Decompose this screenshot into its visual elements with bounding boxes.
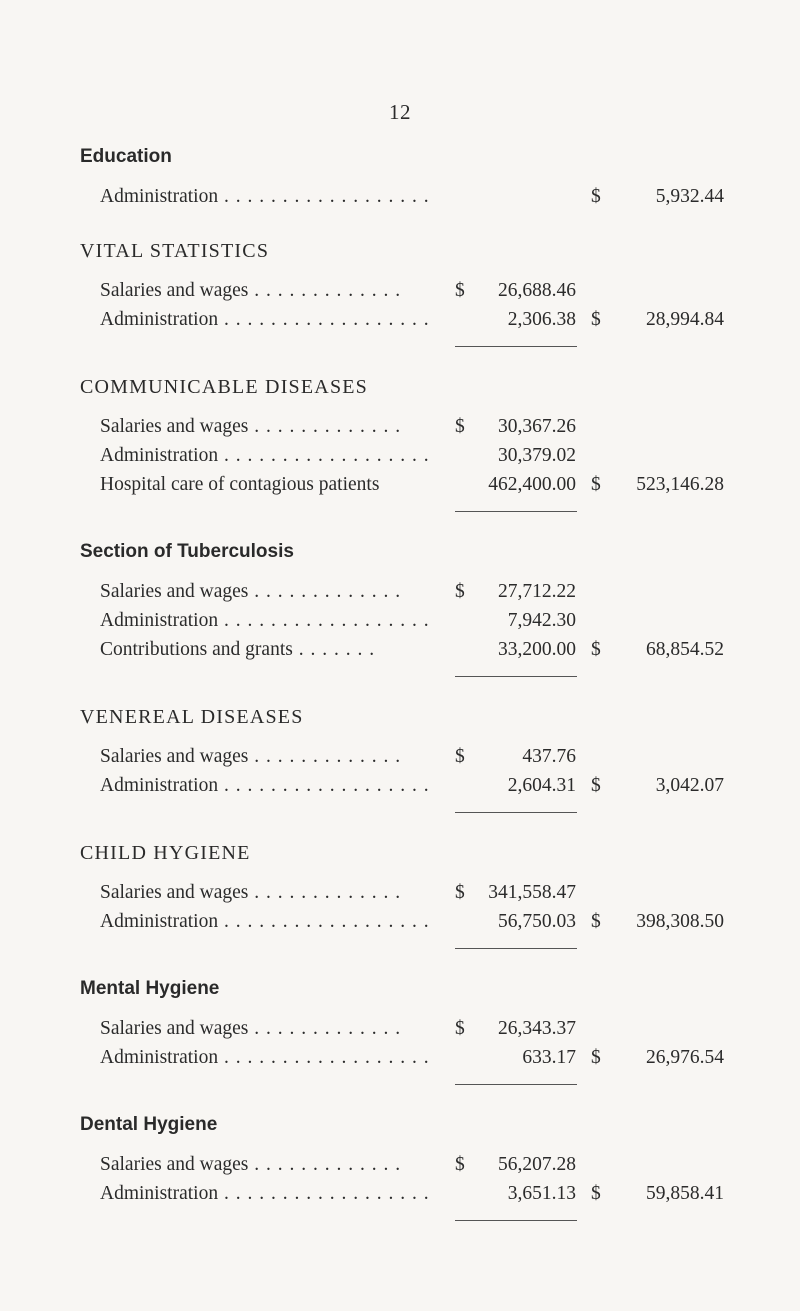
section-total: 26,976.54	[646, 1047, 724, 1068]
section-rows	[0, 1150, 800, 1208]
item-amount: 56,207.28	[498, 1154, 576, 1175]
subtotal-rule	[455, 948, 577, 949]
item-amount: 7,942.30	[507, 610, 576, 631]
line-item	[0, 1150, 800, 1179]
section-total: 68,854.52	[646, 639, 724, 660]
line-item-label: Salaries and wages	[100, 581, 249, 602]
section-heading: Education	[80, 146, 172, 167]
section-heading: Mental Hygiene	[80, 978, 220, 999]
dollar-sign: $	[455, 1154, 465, 1175]
dollar-sign: $	[591, 309, 601, 330]
item-amount: 30,379.02	[498, 445, 576, 466]
item-amount: 3,651.13	[507, 1183, 576, 1204]
line-item	[0, 635, 800, 664]
dot-leader: . . . . . . . . . . . . .	[248, 1154, 402, 1175]
subtotal-rule	[455, 1084, 577, 1085]
line-item	[0, 305, 800, 334]
item-amount: 2,604.31	[507, 775, 576, 796]
budget-sections	[0, 140, 800, 1244]
section-heading: CHILD HYGIENE	[80, 842, 251, 864]
item-amount: 341,558.47	[488, 882, 576, 903]
dot-leader: . . . . . . . . . . . . .	[248, 416, 402, 437]
section-total: 5,932.44	[655, 186, 724, 207]
dot-leader: . . . . . . . . . . . . . . . . . .	[218, 186, 430, 207]
dot-leader: . . . . . . . . . . . . . . . . . .	[218, 309, 430, 330]
line-item-label: Salaries and wages	[100, 280, 249, 301]
dot-leader: . . . . . . . . . . . . . . . . . .	[218, 1047, 430, 1068]
line-item-label: Administration	[100, 186, 219, 207]
line-item-label: Administration	[100, 610, 219, 631]
subtotal-rule	[455, 511, 577, 512]
budget-section	[0, 972, 800, 1085]
line-item-label: Administration	[100, 911, 219, 932]
line-item	[0, 1014, 800, 1043]
section-heading: VITAL STATISTICS	[80, 240, 270, 262]
line-item	[0, 182, 800, 211]
line-item	[0, 276, 800, 305]
budget-section	[0, 836, 800, 949]
budget-section	[0, 140, 800, 211]
item-amount: 27,712.22	[498, 581, 576, 602]
dot-leader: . . . . . . . . . . . . . . . . . .	[218, 911, 430, 932]
line-item	[0, 470, 800, 499]
section-rows	[0, 742, 800, 800]
dollar-sign: $	[591, 474, 601, 495]
line-item	[0, 441, 800, 470]
line-item-label: Salaries and wages	[100, 882, 249, 903]
dot-leader: . . . . . . . . . . . . .	[248, 581, 402, 602]
budget-section	[0, 370, 800, 512]
dot-leader: . . . . . . . . . . . . . . . . . .	[218, 445, 430, 466]
page-number: 12	[389, 100, 411, 124]
dot-leader: . . . . . . . . . . . . . . . . . .	[218, 610, 430, 631]
line-item-label: Administration	[100, 1183, 219, 1204]
line-item	[0, 412, 800, 441]
item-amount: 26,343.37	[498, 1018, 576, 1039]
subtotal-rule	[455, 812, 577, 813]
dollar-sign: $	[455, 416, 465, 437]
subtotal-rule	[455, 676, 577, 677]
item-amount: 33,200.00	[498, 639, 576, 660]
dot-leader: . . . . . . . . . . . . .	[248, 1018, 402, 1039]
dot-leader: . . . . . . . . . . . . .	[248, 280, 402, 301]
line-item-label: Administration	[100, 445, 219, 466]
line-item	[0, 577, 800, 606]
section-rows	[0, 878, 800, 936]
section-rows	[0, 276, 800, 334]
section-heading: Dental Hygiene	[80, 1114, 218, 1135]
subtotal-rule	[455, 346, 577, 347]
section-rows	[0, 577, 800, 664]
line-item-label: Hospital care of contagious patients	[100, 474, 380, 495]
section-rows	[0, 1014, 800, 1072]
budget-section	[0, 535, 800, 677]
section-heading: COMMUNICABLE DISEASES	[80, 376, 369, 398]
section-total: 59,858.41	[646, 1183, 724, 1204]
line-item	[0, 878, 800, 907]
dollar-sign: $	[591, 1047, 601, 1068]
budget-section	[0, 1108, 800, 1221]
dot-leader: . . . . . . . . . . . . .	[248, 746, 402, 767]
section-rows	[0, 412, 800, 499]
section-total: 28,994.84	[646, 309, 724, 330]
line-item-label: Administration	[100, 775, 219, 796]
dollar-sign: $	[455, 581, 465, 602]
line-item-label: Salaries and wages	[100, 1154, 249, 1175]
dollar-sign: $	[591, 639, 601, 660]
line-item	[0, 771, 800, 800]
section-total: 523,146.28	[636, 474, 724, 495]
dot-leader: . . . . . . . . . . . . . . . . . .	[218, 1183, 430, 1204]
line-item	[0, 1043, 800, 1072]
dot-leader: . . . . . . . . . . . . . . . . . .	[218, 775, 430, 796]
dollar-sign: $	[455, 1018, 465, 1039]
section-rows	[0, 182, 800, 211]
dollar-sign: $	[455, 882, 465, 903]
line-item-label: Administration	[100, 1047, 219, 1068]
budget-section	[0, 234, 800, 347]
line-item-label: Administration	[100, 309, 219, 330]
item-amount: 462,400.00	[488, 474, 576, 495]
item-amount: 633.17	[522, 1047, 576, 1068]
item-amount: 2,306.38	[507, 309, 576, 330]
item-amount: 437.76	[522, 746, 576, 767]
line-item	[0, 907, 800, 936]
dollar-sign: $	[455, 280, 465, 301]
dollar-sign: $	[591, 911, 601, 932]
section-total: 3,042.07	[655, 775, 724, 796]
section-total: 398,308.50	[636, 911, 724, 932]
item-amount: 56,750.03	[498, 911, 576, 932]
line-item	[0, 742, 800, 771]
dot-leader: . . . . . . . . . . . . .	[248, 882, 402, 903]
subtotal-rule	[455, 1220, 577, 1221]
dot-leader: . . . . . . .	[292, 639, 376, 660]
line-item	[0, 1179, 800, 1208]
line-item	[0, 606, 800, 635]
dollar-sign: $	[455, 746, 465, 767]
line-item-label: Salaries and wages	[100, 416, 249, 437]
line-item-label: Salaries and wages	[100, 1018, 249, 1039]
line-item-label: Salaries and wages	[100, 746, 249, 767]
dollar-sign: $	[591, 1183, 601, 1204]
dollar-sign: $	[591, 186, 601, 207]
dollar-sign: $	[591, 775, 601, 796]
item-amount: 30,367.26	[498, 416, 576, 437]
item-amount: 26,688.46	[498, 280, 576, 301]
section-heading: Section of Tuberculosis	[80, 541, 294, 562]
budget-section	[0, 700, 800, 813]
line-item-label: Contributions and grants	[100, 639, 293, 660]
section-heading: VENEREAL DISEASES	[80, 706, 304, 728]
